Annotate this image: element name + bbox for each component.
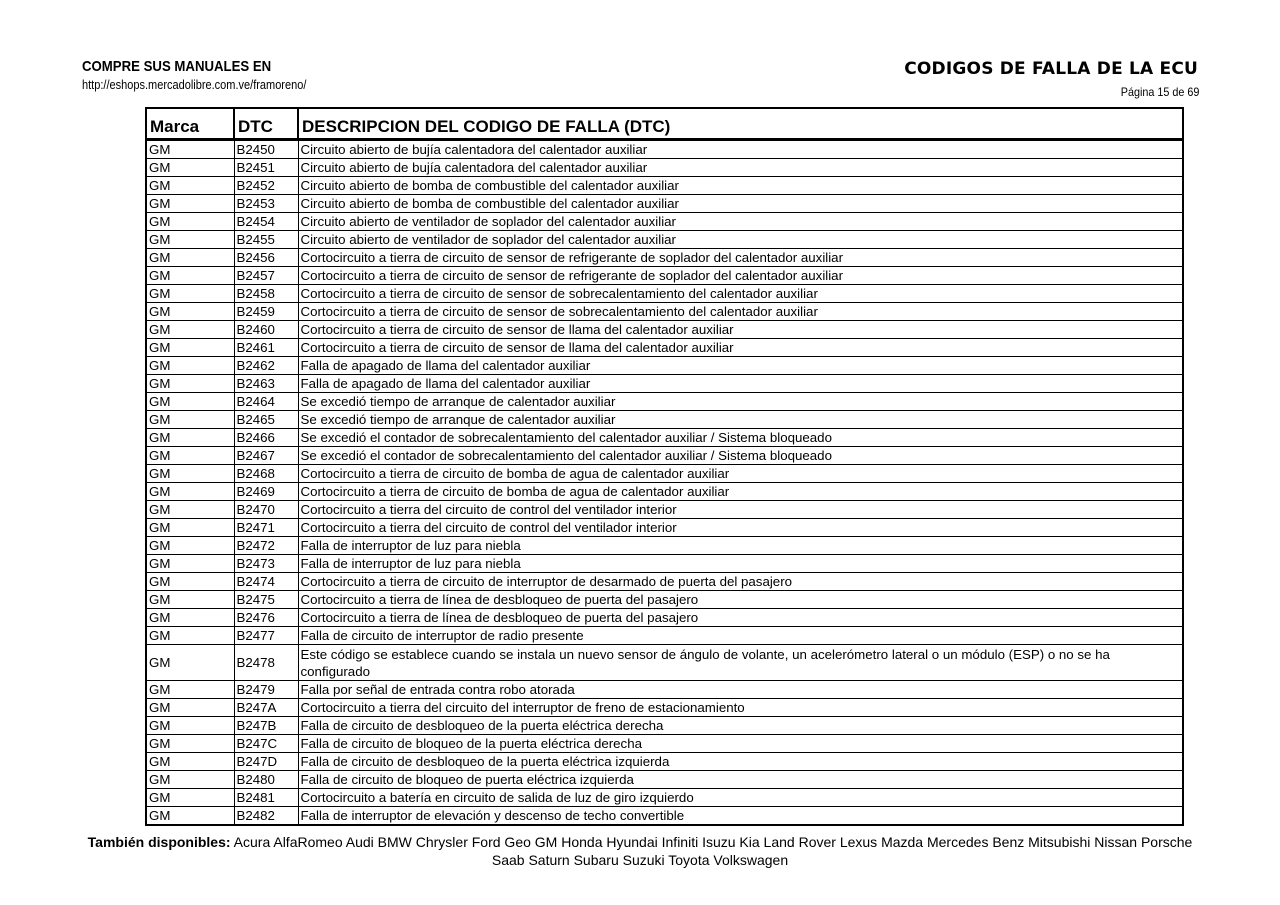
cell-dtc: B2455: [234, 231, 298, 249]
cell-dtc: B2474: [234, 573, 298, 591]
table-row: [146, 159, 1183, 177]
cell-dtc: B2452: [234, 177, 298, 195]
cell-description: Cortocircuito a tierra de circuito de bomba de agua de calentador auxiliar: [298, 465, 1183, 483]
cell-description: Falla de interruptor de luz para niebla: [298, 537, 1183, 555]
cell-dtc: B2472: [234, 537, 298, 555]
cell-description: Circuito abierto de ventilador de soplador del calentador auxiliar: [298, 213, 1183, 231]
cell-description: Cortocircuito a tierra de circuito de interruptor de desarmado de puerta del pasajero: [298, 573, 1183, 591]
table-row: [146, 393, 1183, 411]
cell-dtc: B2453: [234, 195, 298, 213]
cell-description: Falla de apagado de llama del calentador auxiliar: [298, 357, 1183, 375]
cell-description: Circuito abierto de ventilador de soplador del calentador auxiliar: [298, 231, 1183, 249]
cell-description: Cortocircuito a tierra de circuito de sensor de llama del calentador auxiliar: [298, 321, 1183, 339]
cell-dtc: B2454: [234, 213, 298, 231]
cell-marca: GM: [146, 303, 234, 321]
cell-marca: GM: [146, 249, 234, 267]
table-row: [146, 357, 1183, 375]
cell-dtc: B2450: [234, 140, 298, 159]
cell-dtc: B2451: [234, 159, 298, 177]
cell-marca: GM: [146, 537, 234, 555]
cell-marca: GM: [146, 213, 234, 231]
cell-marca: GM: [146, 789, 234, 807]
table-row: [146, 249, 1183, 267]
column-header-marca: Marca: [146, 108, 234, 140]
cell-description: Cortocircuito a tierra del circuito del interruptor de freno de estacionamiento: [298, 699, 1183, 717]
header-url: http://eshops.mercadolibre.com.ve/framoreno/: [82, 78, 307, 92]
table-row: [146, 771, 1183, 789]
table-row: [146, 699, 1183, 717]
table-row: [146, 537, 1183, 555]
column-header-description: DESCRIPCION DEL CODIGO DE FALLA (DTC): [298, 108, 1183, 140]
table-row: [146, 231, 1183, 249]
page-number: Página 15 de 69: [1120, 85, 1199, 99]
table-row: [146, 483, 1183, 501]
cell-dtc: B2476: [234, 609, 298, 627]
cell-description: Cortocircuito a tierra de circuito de sensor de sobrecalentamiento del calentador auxiliar: [298, 285, 1183, 303]
cell-dtc: B2482: [234, 807, 298, 826]
table-row: [146, 375, 1183, 393]
cell-dtc: B2456: [234, 249, 298, 267]
cell-marca: GM: [146, 735, 234, 753]
table-row: [146, 339, 1183, 357]
cell-description: Cortocircuito a tierra de circuito de bomba de agua de calentador auxiliar: [298, 483, 1183, 501]
table-row: [146, 645, 1183, 681]
cell-marca: GM: [146, 465, 234, 483]
cell-description: Cortocircuito a tierra de circuito de sensor de refrigerante de soplador del calentador auxiliar: [298, 267, 1183, 285]
table-row: [146, 195, 1183, 213]
cell-description: Falla de interruptor de elevación y descenso de techo convertible: [298, 807, 1183, 826]
cell-description: Cortocircuito a tierra de línea de desbloqueo de puerta del pasajero: [298, 609, 1183, 627]
cell-marca: GM: [146, 609, 234, 627]
cell-description: Circuito abierto de bomba de combustible del calentador auxiliar: [298, 195, 1183, 213]
cell-description: Se excedió tiempo de arranque de calentador auxiliar: [298, 393, 1183, 411]
table-row: [146, 735, 1183, 753]
footer-brands: Acura AlfaRomeo Audi BMW Chrysler Ford Geo GM Honda Hyundai Infiniti Isuzu Kia Land Rover Lexus Mazda Mercedes Benz Mitsubishi Nissan Porsche Saab Saturn Subaru Suzuki Toyota Volkswagen: [233, 834, 1193, 868]
cell-description: Cortocircuito a tierra de circuito de sensor de llama del calentador auxiliar: [298, 339, 1183, 357]
cell-description: Se excedió el contador de sobrecalentamiento del calentador auxiliar / Sistema bloqueado: [298, 447, 1183, 465]
cell-dtc: B2457: [234, 267, 298, 285]
table-row: [146, 411, 1183, 429]
cell-marca: GM: [146, 285, 234, 303]
table-row: [146, 447, 1183, 465]
cell-dtc: B247C: [234, 735, 298, 753]
cell-description: Circuito abierto de bujía calentadora del calentador auxiliar: [298, 140, 1183, 159]
cell-marca: GM: [146, 501, 234, 519]
footer-label: También disponibles:: [87, 834, 231, 850]
cell-dtc: B2479: [234, 681, 298, 699]
footer: [82, 833, 1198, 869]
table-row: [146, 321, 1183, 339]
cell-marca: GM: [146, 267, 234, 285]
cell-marca: GM: [146, 771, 234, 789]
cell-description: Falla de circuito de desbloqueo de la puerta eléctrica izquierda: [298, 753, 1183, 771]
header-left-title: COMPRE SUS MANUALES EN: [82, 58, 272, 75]
cell-dtc: B2480: [234, 771, 298, 789]
table-row: [146, 591, 1183, 609]
table-row: [146, 627, 1183, 645]
table-header-row: [146, 108, 1183, 140]
cell-marca: GM: [146, 429, 234, 447]
table-row: [146, 789, 1183, 807]
cell-description: Falla por señal de entrada contra robo atorada: [298, 681, 1183, 699]
table-row: [146, 177, 1183, 195]
cell-description: Falla de circuito de bloqueo de puerta eléctrica izquierda: [298, 771, 1183, 789]
cell-marca: GM: [146, 231, 234, 249]
cell-marca: GM: [146, 519, 234, 537]
cell-description: Circuito abierto de bomba de combustible del calentador auxiliar: [298, 177, 1183, 195]
cell-description: Circuito abierto de bujía calentadora del calentador auxiliar: [298, 159, 1183, 177]
document-title: CODIGOS DE FALLA DE LA ECU: [904, 59, 1198, 79]
cell-dtc: B2477: [234, 627, 298, 645]
cell-marca: GM: [146, 753, 234, 771]
cell-marca: GM: [146, 195, 234, 213]
table-row: [146, 573, 1183, 591]
cell-dtc: B2462: [234, 357, 298, 375]
cell-dtc: B2473: [234, 555, 298, 573]
cell-marca: GM: [146, 447, 234, 465]
table-row: [146, 140, 1183, 159]
cell-description: Se excedió el contador de sobrecalentamiento del calentador auxiliar / Sistema bloqueado: [298, 429, 1183, 447]
table-row: [146, 285, 1183, 303]
cell-dtc: B2461: [234, 339, 298, 357]
cell-dtc: B2460: [234, 321, 298, 339]
cell-marca: GM: [146, 573, 234, 591]
cell-dtc: B2475: [234, 591, 298, 609]
table-row: [146, 267, 1183, 285]
cell-dtc: B2469: [234, 483, 298, 501]
cell-marca: GM: [146, 681, 234, 699]
cell-dtc: B2459: [234, 303, 298, 321]
cell-marca: GM: [146, 375, 234, 393]
cell-marca: GM: [146, 321, 234, 339]
cell-marca: GM: [146, 807, 234, 826]
cell-description: Cortocircuito a tierra de circuito de sensor de refrigerante de soplador del calentador auxiliar: [298, 249, 1183, 267]
cell-marca: GM: [146, 393, 234, 411]
cell-marca: GM: [146, 140, 234, 159]
dtc-table: [145, 107, 1184, 826]
cell-description: Cortocircuito a tierra de línea de desbloqueo de puerta del pasajero: [298, 591, 1183, 609]
cell-dtc: B2458: [234, 285, 298, 303]
cell-description: Falla de circuito de desbloqueo de la puerta eléctrica derecha: [298, 717, 1183, 735]
table-row: [146, 717, 1183, 735]
cell-dtc: B2465: [234, 411, 298, 429]
table-row: [146, 213, 1183, 231]
cell-dtc: B2481: [234, 789, 298, 807]
cell-description: Se excedió tiempo de arranque de calentador auxiliar: [298, 411, 1183, 429]
table-row: [146, 555, 1183, 573]
cell-marca: GM: [146, 483, 234, 501]
column-header-dtc: DTC: [234, 108, 298, 140]
cell-marca: GM: [146, 555, 234, 573]
cell-dtc: B2470: [234, 501, 298, 519]
cell-description: Cortocircuito a tierra de circuito de sensor de sobrecalentamiento del calentador auxiliar: [298, 303, 1183, 321]
cell-description: Falla de interruptor de luz para niebla: [298, 555, 1183, 573]
cell-dtc: B2463: [234, 375, 298, 393]
cell-marca: GM: [146, 627, 234, 645]
cell-description: Cortocircuito a tierra del circuito de control del ventilador interior: [298, 519, 1183, 537]
table-row: [146, 753, 1183, 771]
cell-dtc: B2468: [234, 465, 298, 483]
cell-description: Falla de circuito de interruptor de radio presente: [298, 627, 1183, 645]
cell-dtc: B247D: [234, 753, 298, 771]
cell-marca: GM: [146, 159, 234, 177]
cell-marca: GM: [146, 357, 234, 375]
cell-dtc: B2478: [234, 645, 298, 681]
table-row: [146, 807, 1183, 826]
cell-dtc: B2471: [234, 519, 298, 537]
cell-description: Este código se establece cuando se instala un nuevo sensor de ángulo de volante, un acelerómetro lateral o un módulo (ESP) o no se ha configurado: [298, 645, 1183, 681]
table-row: [146, 429, 1183, 447]
cell-marca: GM: [146, 411, 234, 429]
cell-marca: GM: [146, 339, 234, 357]
cell-description: Falla de apagado de llama del calentador auxiliar: [298, 375, 1183, 393]
cell-marca: GM: [146, 645, 234, 681]
table-row: [146, 501, 1183, 519]
table-row: [146, 303, 1183, 321]
table-row: [146, 609, 1183, 627]
cell-marca: GM: [146, 717, 234, 735]
cell-description: Falla de circuito de bloqueo de la puerta eléctrica derecha: [298, 735, 1183, 753]
table-row: [146, 681, 1183, 699]
cell-description: Cortocircuito a batería en circuito de salida de luz de giro izquierdo: [298, 789, 1183, 807]
cell-dtc: B2466: [234, 429, 298, 447]
cell-dtc: B2464: [234, 393, 298, 411]
cell-marca: GM: [146, 591, 234, 609]
table-row: [146, 519, 1183, 537]
table-row: [146, 465, 1183, 483]
cell-description: Cortocircuito a tierra del circuito de control del ventilador interior: [298, 501, 1183, 519]
cell-dtc: B247B: [234, 717, 298, 735]
cell-dtc: B247A: [234, 699, 298, 717]
cell-marca: GM: [146, 177, 234, 195]
cell-dtc: B2467: [234, 447, 298, 465]
cell-marca: GM: [146, 699, 234, 717]
